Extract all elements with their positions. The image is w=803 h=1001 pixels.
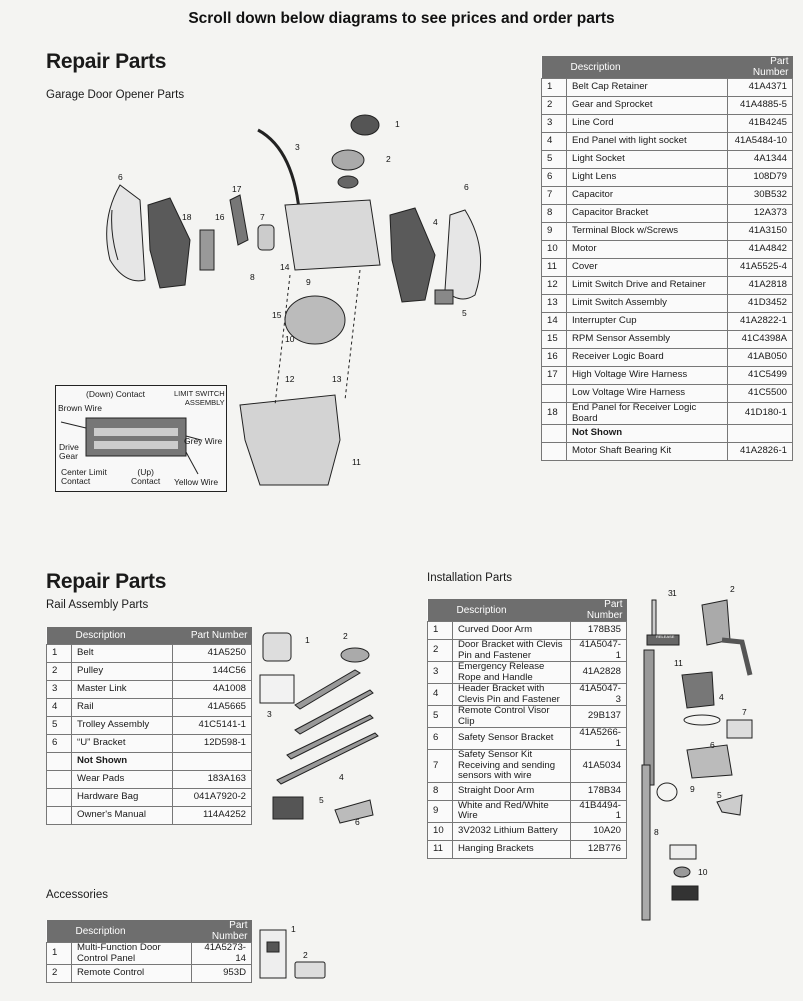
callout-number: 9 (306, 277, 311, 287)
callout-number: 17 (232, 184, 242, 194)
row-number: 14 (542, 313, 567, 331)
center-limit-label: Center Limit Contact (61, 467, 107, 486)
row-number: 5 (542, 151, 567, 169)
callout-number: 16 (215, 212, 225, 222)
table-row (542, 79, 793, 97)
callout-number: 13 (332, 374, 342, 384)
row-description: Interrupter Cup (567, 313, 728, 331)
row-part-number: 953D (191, 965, 251, 983)
accessories-parts-table (46, 920, 252, 983)
row-part-number: 114A4252 (173, 807, 252, 825)
opener-title: Repair Parts (46, 50, 167, 73)
row-number: 7 (542, 187, 567, 205)
light-lens-right (445, 210, 481, 299)
table-row (428, 684, 627, 706)
battery (674, 867, 690, 877)
table-row (428, 662, 627, 684)
callout-number: 4 (433, 217, 438, 227)
row-number (47, 807, 72, 825)
row-number: 1 (47, 943, 72, 965)
table-row (47, 771, 252, 789)
row-part-number (728, 425, 793, 443)
table-row (542, 367, 793, 385)
row-number (542, 385, 567, 403)
callout-number: 11 (352, 457, 361, 467)
row-description: Hardware Bag (72, 789, 173, 807)
belt-coil (263, 633, 291, 661)
header-bracket (682, 672, 714, 708)
row-number: 8 (542, 205, 567, 223)
callout-number: 18 (182, 212, 192, 222)
callout-number: 12 (285, 374, 295, 384)
rail-section-2 (295, 690, 373, 734)
receiver-logic-board (200, 230, 214, 270)
row-number: 5 (428, 706, 453, 728)
table-row (47, 645, 252, 663)
row-number: 6 (542, 169, 567, 187)
table-row (542, 151, 793, 169)
callout-number: 2 (730, 584, 735, 594)
col-description: Description (72, 627, 173, 645)
callout-number: 1 (305, 635, 310, 645)
row-part-number: 41C5141-1 (173, 717, 252, 735)
row-part-number: 178B34 (570, 782, 626, 800)
row-part-number: 41A4371 (728, 79, 793, 97)
row-number: 12 (542, 277, 567, 295)
callout-number: 6 (710, 740, 715, 750)
callout-number: 5 (717, 790, 722, 800)
row-part-number: 4A1344 (728, 151, 793, 169)
row-number (47, 789, 72, 807)
row-description: Straight Door Arm (453, 782, 571, 800)
trolley (273, 797, 303, 819)
col-part-number: Part Number (728, 56, 793, 79)
safety-sensor (727, 720, 752, 738)
row-part-number: 41D180-1 (728, 403, 793, 425)
brown-wire-label: Brown Wire (58, 403, 102, 413)
up-contact-label: (Up) Contact (131, 467, 161, 486)
row-description: Light Lens (567, 169, 728, 187)
callout-number: 6 (355, 817, 360, 827)
callout-number: 8 (250, 272, 255, 282)
row-part-number: 41B4245 (728, 115, 793, 133)
callout-number: 5 (462, 308, 467, 318)
installation-title: Installation Parts (427, 572, 513, 584)
row-description: Line Cord (567, 115, 728, 133)
row-part-number: 41A3150 (728, 223, 793, 241)
row-number: 4 (428, 684, 453, 706)
row-number: 6 (47, 735, 72, 753)
battery-remote (670, 845, 696, 859)
table-row (47, 681, 252, 699)
row-part-number: 41A4842 (728, 241, 793, 259)
row-part-number: 41A5034 (570, 750, 626, 783)
row-description: Rail (72, 699, 173, 717)
row-part-number: 41A2826-1 (728, 443, 793, 461)
table-row (47, 735, 252, 753)
table-row (542, 259, 793, 277)
row-part-number: 144C56 (173, 663, 252, 681)
row-description: Curved Door Arm (453, 622, 571, 640)
row-part-number: 41A5047-3 (570, 684, 626, 706)
table-row (542, 295, 793, 313)
callout-number: 3 (267, 709, 272, 719)
drive-gear-label: Drive Gear (59, 442, 79, 461)
row-part-number: 41A2828 (570, 662, 626, 684)
down-contact-label: (Down) Contact (86, 389, 146, 399)
callout-number: 1 (672, 588, 677, 598)
row-description: Master Link (72, 681, 173, 699)
remote (672, 886, 698, 900)
master-link-box (260, 675, 294, 703)
row-part-number: 178B35 (570, 622, 626, 640)
row-description: 3V2032 Lithium Battery (453, 822, 571, 840)
table-row (428, 750, 627, 783)
row-part-number: 12B776 (570, 840, 626, 858)
row-description: Hanging Brackets (453, 840, 571, 858)
row-part-number: 183A163 (173, 771, 252, 789)
table-row (542, 187, 793, 205)
grey-wire-label: Grey Wire (184, 436, 223, 446)
table-row (542, 425, 793, 443)
rail-section-3 (287, 715, 373, 759)
row-description: Remote Control Visor Clip (453, 706, 571, 728)
row-number: 11 (542, 259, 567, 277)
row-number: 6 (428, 728, 453, 750)
row-part-number: 4A1008 (173, 681, 252, 699)
row-description: Emergency Release Rope and Handle (453, 662, 571, 684)
row-description: Safety Sensor Bracket (453, 728, 571, 750)
row-description: “U” Bracket (72, 735, 173, 753)
callout-number: 15 (272, 310, 282, 320)
wire-harness (230, 195, 248, 245)
row-description: Safety Sensor Kit Receiving and sending sensors with wire (453, 750, 571, 783)
table-row (542, 331, 793, 349)
table-row (542, 443, 793, 461)
callout-number: 6 (118, 172, 123, 182)
row-number (542, 443, 567, 461)
row-number: 2 (542, 97, 567, 115)
table-row (428, 640, 627, 662)
callout-number: 3 (668, 588, 673, 598)
callout-number: 5 (319, 795, 324, 805)
callout-number: 2 (386, 154, 391, 164)
row-part-number: 41A2818 (728, 277, 793, 295)
row-number: 4 (542, 133, 567, 151)
row-number: 15 (542, 331, 567, 349)
table-row (47, 807, 252, 825)
table-row (47, 717, 252, 735)
row-description: Light Socket (567, 151, 728, 169)
row-description: Trolley Assembly (72, 717, 173, 735)
row-description: RPM Sensor Assembly (567, 331, 728, 349)
rail-subtitle: Rail Assembly Parts (46, 599, 149, 611)
table-row (428, 782, 627, 800)
col-part-number: Part Number (570, 599, 626, 622)
row-description: Receiver Logic Board (567, 349, 728, 367)
row-part-number: 30B532 (728, 187, 793, 205)
table-row (428, 800, 627, 822)
callout-number: 2 (343, 631, 348, 641)
release-rope (652, 600, 656, 635)
row-description: Motor (567, 241, 728, 259)
row-description: Pulley (72, 663, 173, 681)
row-description: Not Shown (72, 753, 173, 771)
callout-number: 1 (395, 119, 400, 129)
row-description: Wear Pads (72, 771, 173, 789)
scroll-banner: Scroll down below diagrams to see prices and order parts (188, 10, 615, 27)
callout-number: 3 (295, 142, 300, 152)
accessories-diagram (255, 920, 350, 995)
row-description: Limit Switch Assembly (567, 295, 728, 313)
col-part-number: Part Number (173, 627, 252, 645)
table-row (428, 706, 627, 728)
col-description: Description (567, 56, 728, 79)
remote-control (295, 962, 325, 978)
row-part-number: 41B4494-1 (570, 800, 626, 822)
door-control-panel (260, 930, 286, 978)
row-number: 3 (47, 681, 72, 699)
row-number: 2 (47, 663, 72, 681)
row-description: Terminal Block w/Screws (567, 223, 728, 241)
row-number (542, 425, 567, 443)
sensor-wire (684, 715, 720, 725)
callout-number: 10 (698, 867, 708, 877)
curved-door-arm (722, 640, 750, 675)
row-description: Multi-Function Door Control Panel (72, 943, 192, 965)
row-number: 11 (428, 840, 453, 858)
table-row (428, 622, 627, 640)
row-description: End Panel with light socket (567, 133, 728, 151)
end-panel-light (390, 208, 435, 302)
callout-number: 4 (719, 692, 724, 702)
row-part-number: 41D3452 (728, 295, 793, 313)
row-part-number (173, 753, 252, 771)
pulley (341, 648, 369, 662)
row-number: 13 (542, 295, 567, 313)
table-row (542, 223, 793, 241)
table-row (47, 663, 252, 681)
row-number (47, 771, 72, 789)
row-number: 7 (428, 750, 453, 783)
installation-parts-table (427, 599, 627, 859)
row-description: Door Bracket with Clevis Pin and Fastener (453, 640, 571, 662)
col-part-number: Part Number (191, 920, 251, 943)
row-description: Gear and Sprocket (567, 97, 728, 115)
row-number: 10 (542, 241, 567, 259)
row-number: 2 (47, 965, 72, 983)
capacitor (258, 225, 274, 250)
row-description: Remote Control (72, 965, 192, 983)
row-description: Belt Cap Retainer (567, 79, 728, 97)
row-part-number: 41A5273-14 (191, 943, 251, 965)
row-part-number: 41C4398A (728, 331, 793, 349)
yellow-wire-label: Yellow Wire (174, 477, 219, 487)
table-row (542, 385, 793, 403)
opener-parts-table (541, 56, 793, 461)
row-number: 10 (428, 822, 453, 840)
row-part-number: 41A5525-4 (728, 259, 793, 277)
opener-subtitle: Garage Door Opener Parts (46, 89, 185, 101)
table-row (542, 313, 793, 331)
belt-cap-retainer (351, 115, 379, 135)
table-row (542, 97, 793, 115)
straight-door-arm (642, 765, 650, 920)
callout-number: 11 (674, 658, 683, 668)
row-number: 5 (47, 717, 72, 735)
table-row (542, 403, 793, 425)
row-number: 3 (542, 115, 567, 133)
table-row (542, 277, 793, 295)
row-description: Owner's Manual (72, 807, 173, 825)
table-row (542, 133, 793, 151)
rail-parts-table (46, 627, 252, 825)
row-part-number: 41A5266-1 (570, 728, 626, 750)
row-number: 1 (542, 79, 567, 97)
table-row (47, 965, 252, 983)
row-number: 1 (47, 645, 72, 663)
row-number: 3 (428, 662, 453, 684)
row-number: 4 (47, 699, 72, 717)
row-part-number: 41C5500 (728, 385, 793, 403)
row-part-number: 41A5047-1 (570, 640, 626, 662)
light-socket (435, 290, 453, 304)
callout-number: 6 (464, 182, 469, 192)
row-description: Not Shown (567, 425, 728, 443)
table-row (542, 169, 793, 187)
table-row (542, 349, 793, 367)
row-part-number: 29B137 (570, 706, 626, 728)
row-description: Low Voltage Wire Harness (567, 385, 728, 403)
callout-number: 7 (260, 212, 265, 222)
table-row (428, 840, 627, 858)
callout-number: 10 (285, 334, 295, 344)
accessories-title: Accessories (46, 889, 108, 901)
chassis (285, 200, 380, 270)
gear-sprocket (332, 150, 364, 170)
limit-switch-title: LIMIT SWITCH ASSEMBLY (174, 389, 225, 407)
cover (240, 395, 340, 485)
row-number: 9 (542, 223, 567, 241)
row-description: Header Bracket with Clevis Pin and Fastener (453, 684, 571, 706)
row-description: Capacitor (567, 187, 728, 205)
table-row (428, 822, 627, 840)
row-number: 18 (542, 403, 567, 425)
row-part-number: 12A373 (728, 205, 793, 223)
row-number: 17 (542, 367, 567, 385)
row-part-number: 10A20 (570, 822, 626, 840)
callout-number: 4 (339, 772, 344, 782)
row-part-number: 41A4885-5 (728, 97, 793, 115)
row-description: High Voltage Wire Harness (567, 367, 728, 385)
row-part-number: 41A5665 (173, 699, 252, 717)
row-description: Motor Shaft Bearing Kit (567, 443, 728, 461)
table-row (542, 205, 793, 223)
row-part-number: 41AB050 (728, 349, 793, 367)
col-description: Description (453, 599, 571, 622)
row-description: End Panel for Receiver Logic Board (567, 403, 728, 425)
table-row (47, 699, 252, 717)
table-row (542, 115, 793, 133)
release-label: RELEASE (656, 634, 675, 639)
callout-number: 9 (690, 784, 695, 794)
row-number: 8 (428, 782, 453, 800)
row-number: 1 (428, 622, 453, 640)
row-description: Belt (72, 645, 173, 663)
u-bracket (335, 800, 373, 823)
row-part-number: 041A7920-2 (173, 789, 252, 807)
table-row (47, 789, 252, 807)
table-row (47, 753, 252, 771)
rail-exploded-diagram (255, 625, 390, 835)
row-number: 9 (428, 800, 453, 822)
row-part-number: 108D79 (728, 169, 793, 187)
col-description: Description (72, 920, 192, 943)
callout-number: 14 (280, 262, 290, 272)
row-part-number: 41A5250 (173, 645, 252, 663)
row-number (47, 753, 72, 771)
row-part-number: 41C5499 (728, 367, 793, 385)
row-description: Cover (567, 259, 728, 277)
row-number: 2 (428, 640, 453, 662)
table-row (428, 728, 627, 750)
installation-diagram (632, 580, 800, 925)
row-part-number: 41A5484-10 (728, 133, 793, 151)
callout-number: 8 (654, 827, 659, 837)
callout-number: 2 (303, 950, 308, 960)
row-part-number: 41A2822-1 (728, 313, 793, 331)
callout-number: 1 (291, 924, 296, 934)
row-description: Limit Switch Drive and Retainer (567, 277, 728, 295)
rail-title: Repair Parts (46, 570, 167, 593)
wire-coil (657, 783, 677, 801)
row-number: 16 (542, 349, 567, 367)
table-row (542, 241, 793, 259)
row-description: White and Red/White Wire (453, 800, 571, 822)
limit-switch-inset (55, 385, 227, 492)
row-part-number: 12D598-1 (173, 735, 252, 753)
row-description: Capacitor Bracket (567, 205, 728, 223)
callout-number: 7 (742, 707, 747, 717)
table-row (47, 943, 252, 965)
